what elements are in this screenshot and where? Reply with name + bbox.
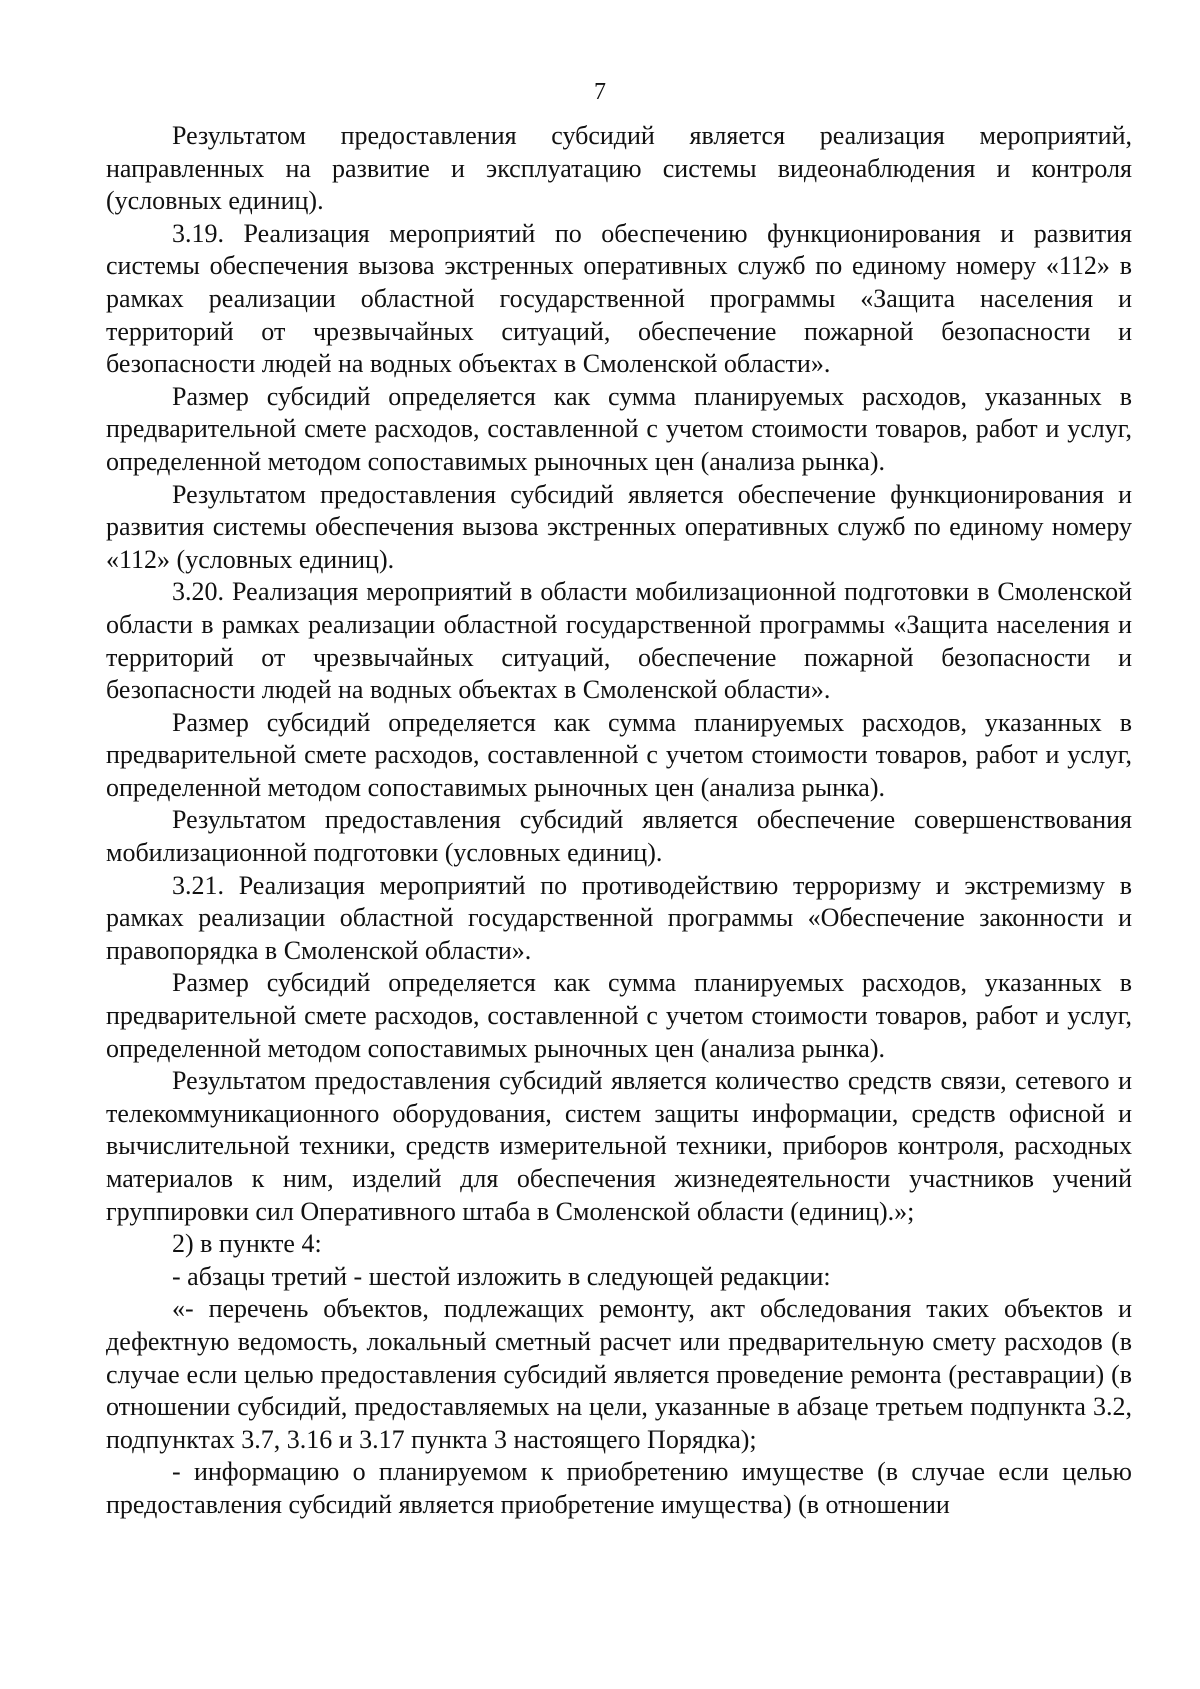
paragraph-result-video-surveillance: Результатом предоставления субсидий является реализация мероприятий, направленных на развитие и эксплуатацию системы видеонаблюдения и контроля (условных единиц). <box>106 121 1132 216</box>
paragraph-3-19: 3.19. Реализация мероприятий по обеспечению функционирования и развития системы обеспечения вызова экстренных оперативных служб по единому номеру «112» в рамках реализации областной государственной программы «Защита населения и территорий от чрезвычайных ситуаций, обеспечение пожарной безопасности и безопасности людей на водных объектах в Смоленской области». <box>106 218 1132 379</box>
paragraph-subsidy-size-3-19: Размер субсидий определяется как сумма планируемых расходов, указанных в предварительной смете расходов, составленной с учетом стоимости товаров, работ и услуг, определенной методом сопоставимых рыночных цен (анализа рынка). <box>106 381 1132 476</box>
document-body <box>106 120 1132 1522</box>
paragraph-subsidy-size-3-20: Размер субсидий определяется как сумма планируемых расходов, указанных в предварительной смете расходов, составленной с учетом стоимости товаров, работ и услуг, определенной методом сопоставимых рыночных цен (анализа рынка). <box>106 707 1132 802</box>
paragraph-result-3-21: Результатом предоставления субсидий является количество средств связи, сетевого и телекоммуникационного оборудования, систем защиты информации, средств офисной и вычислительной техники, средств измерительной техники, приборов контроля, расходных материалов к ним, изделий для обеспечения жизнедеятельности участников учений группировки сил Оперативного штаба в Смоленской области (единиц).»; <box>106 1066 1132 1226</box>
paragraph-amend-instruction: - абзацы третий - шестой изложить в следующей редакции: <box>172 1261 831 1291</box>
paragraph-subsidy-size-3-21: Размер субсидий определяется как сумма планируемых расходов, указанных в предварительной смете расходов, составленной с учетом стоимости товаров, работ и услуг, определенной методом сопоставимых рыночных цен (анализа рынка). <box>106 968 1132 1063</box>
paragraph-result-3-20: Результатом предоставления субсидий является обеспечение совершенствования мобилизационной подготовки (условных единиц). <box>106 805 1132 868</box>
paragraph-repair-objects-list: «- перечень объектов, подлежащих ремонту, акт обследования таких объектов и дефектную ведомость, локальный сметный расчет или предварительную смету расходов (в случае если целью предоставления субсидий является проведение ремонта (реставрации) (в отношении субсидий, предоставляемых на цели, указанные в абзаце третьем подпункта 3.2, подпунктах 3.7, 3.16 и 3.17 пункта 3 настоящего Порядка); <box>106 1294 1132 1454</box>
paragraph-property-info: - информацию о планируемом к приобретению имуществе (в случае если целью предоставления субсидий является приобретение имущества) (в отношении <box>106 1457 1132 1519</box>
page-number: 7 <box>594 79 606 105</box>
paragraph-3-21: 3.21. Реализация мероприятий по противодействию терроризму и экстремизму в рамках реализации областной государственной программы «Обеспечение законности и правопорядка в Смоленской области». <box>106 870 1132 965</box>
paragraph-result-3-19: Результатом предоставления субсидий является обеспечение функционирования и развития системы обеспечения вызова экстренных оперативных служб по единому номеру «112» (условных единиц). <box>106 479 1132 574</box>
paragraph-3-20: 3.20. Реализация мероприятий в области мобилизационной подготовки в Смоленской области в рамках реализации областной государственной программы «Защита населения и территорий от чрезвычайных ситуаций, обеспечение пожарной безопасности и безопасности людей на водных объектах в Смоленской области». <box>106 577 1132 705</box>
paragraph-item-4: 2) в пункте 4: <box>172 1229 322 1259</box>
